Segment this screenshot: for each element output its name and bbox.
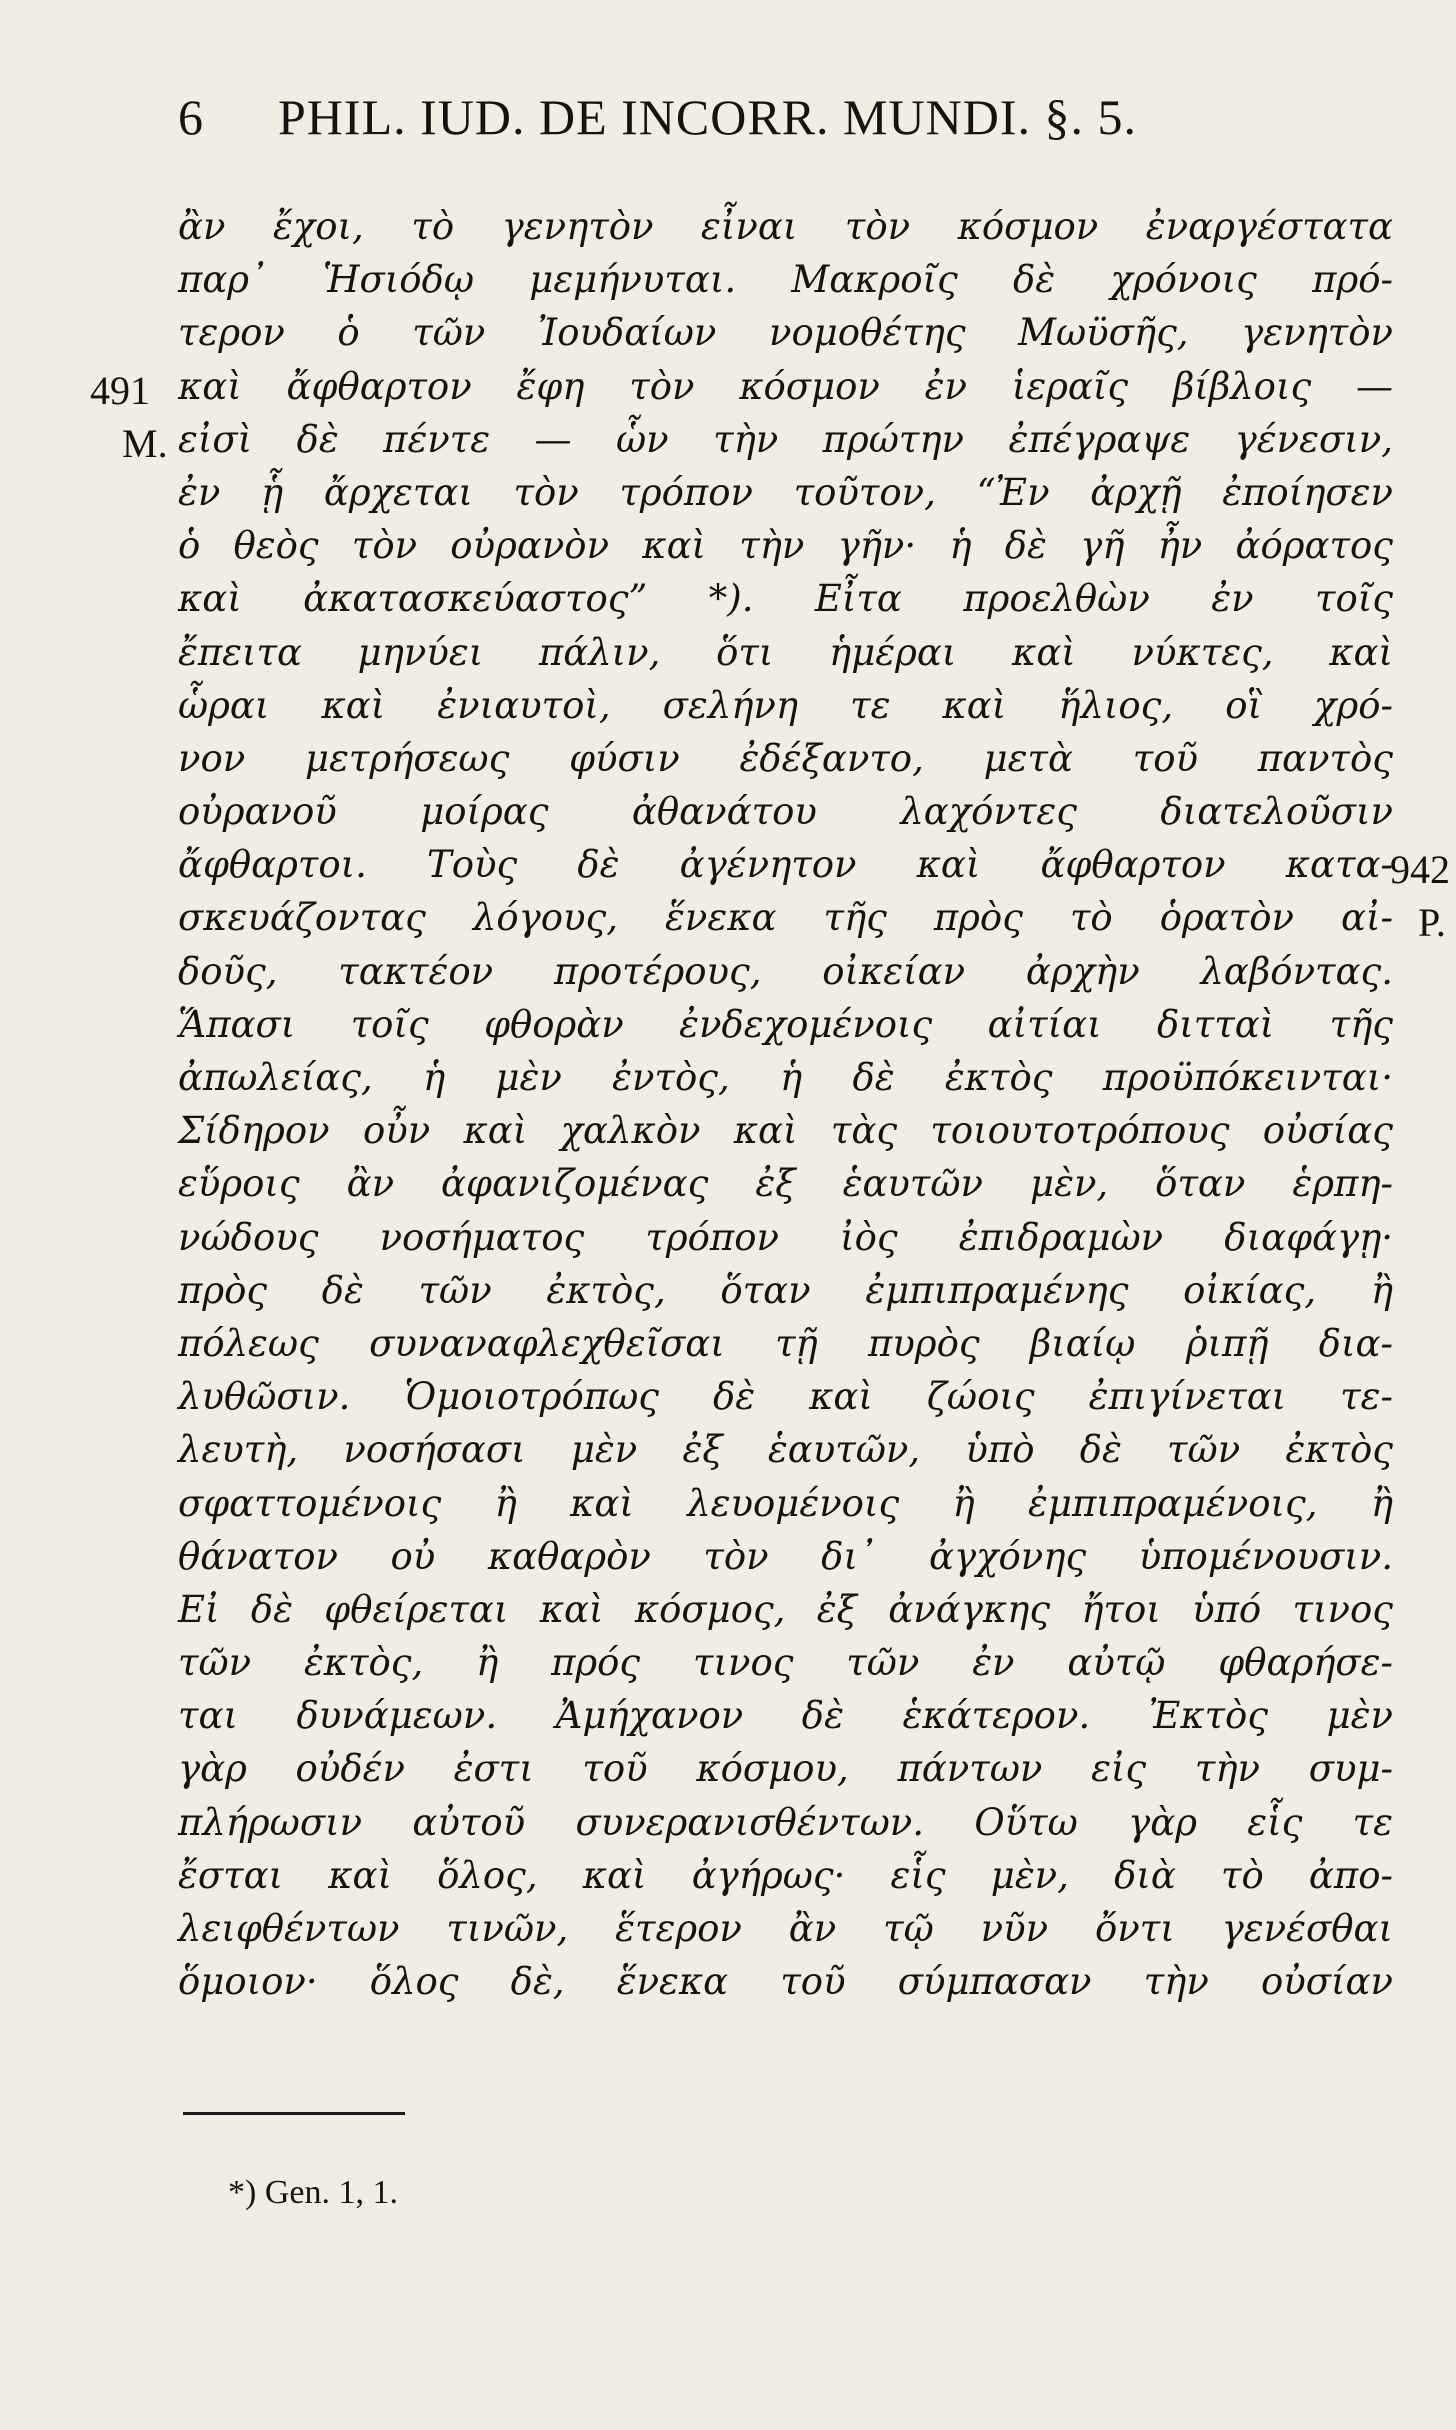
text-line: πόλεως συναναφλεχθεῖσαι τῇ πυρὸς βιαίῳ ῥιπῇ δια- <box>178 1321 1393 1365</box>
text-line: ἄφθαρτοι. Τοὺς δὲ ἀγένητον καὶ ἄφθαρτον κατα- <box>178 843 1393 887</box>
text-line: γὰρ οὐδέν ἐστι τοῦ κόσμου, πάντων εἰς τὴν συμ- <box>178 1747 1393 1791</box>
text-line: εὕροις ἂν ἀφανιζομένας ἐξ ἑαυτῶν μὲν, ὅταν ἑρπη- <box>178 1162 1393 1206</box>
running-head: PHIL. IUD. DE INCORR. MUNDI. §. 5. <box>278 89 1137 145</box>
text-line: καὶ ἀκατασκεύαστος” *). Εἶτα προελθὼν ἐν τοῖς <box>178 577 1393 621</box>
text-line: Εἰ δὲ φθείρεται καὶ κόσμος, ἐξ ἀνάγκης ἤτοι ὑπό τινος <box>178 1587 1393 1631</box>
text-line: θάνατον οὐ καθαρὸν τὸν δι᾽ ἀγχόνης ὑπομένουσιν. <box>178 1534 1393 1578</box>
text-line: τῶν ἐκτὸς, ἢ πρός τινος τῶν ἐν αὐτῷ φθαρήσε- <box>178 1641 1393 1685</box>
text-line: καὶ ἄφθαρτον ἔφη τὸν κόσμον ἐν ἱεραῖς βίβλοις — <box>178 364 1393 408</box>
text-line: δοῦς, τακτέον προτέρους, οἰκείαν ἀρχὴν λαβόντας. <box>178 949 1393 993</box>
text-line: λευτὴ, νοσήσασι μὲν ἐξ ἑαυτῶν, ὑπὸ δὲ τῶν ἐκτὸς <box>178 1428 1393 1472</box>
text-line: πρὸς δὲ τῶν ἐκτὸς, ὅταν ἐμπιπραμένης οἰκίας, ἢ <box>178 1268 1393 1312</box>
text-line: τερον ὁ τῶν Ἰουδαίων νομοθέτης Μωϋσῆς, γενητὸν <box>178 311 1393 355</box>
text-line: εἰσὶ δὲ πέντε — ὧν τὴν πρώτην ἐπέγραψε γένεσιν, <box>178 417 1393 461</box>
text-line: πλήρωσιν αὐτοῦ συνερανισθέντων. Οὕτω γὰρ εἷς τε <box>178 1800 1393 1844</box>
text-line: ὁ θεὸς τὸν οὐρανὸν καὶ τὴν γῆν· ἡ δὲ γῆ ἦν ἀόρατος <box>178 524 1393 568</box>
footnote-divider <box>183 2112 405 2115</box>
text-line: σκευάζοντας λόγους, ἕνεκα τῆς πρὸς τὸ ὁρατὸν αἰ- <box>178 896 1393 940</box>
text-line: λειφθέντων τινῶν, ἕτερον ἂν τῷ νῦν ὄντι γενέσθαι <box>178 1907 1393 1950</box>
text-line: ἀπωλείας, ἡ μὲν ἐντὸς, ἡ δὲ ἐκτὸς προϋπόκεινται· <box>178 1056 1393 1099</box>
text-line: ται δυνάμεων. Ἀμήχανον δὲ ἑκάτερον. Ἐκτὸς μὲν <box>178 1694 1393 1738</box>
main-text-block <box>178 200 1393 2008</box>
text-line: ἂν ἔχοι, τὸ γενητὸν εἶναι τὸν κόσμον ἐναργέστατα <box>178 205 1393 248</box>
margin-letter-left-m: M. <box>122 421 168 466</box>
text-line: ἔπειτα μηνύει πάλιν, ὅτι ἡμέραι καὶ νύκτες, καὶ <box>178 630 1393 674</box>
text-line: σφαττομένοις ἢ καὶ λευομένοις ἢ ἐμπιπραμένοις, ἢ <box>178 1481 1393 1525</box>
text-line: ὅμοιον· ὅλος δὲ, ἕνεκα τοῦ σύμπασαν τὴν οὐσίαν <box>178 1960 1393 2004</box>
text-line: Ἅπασι τοῖς φθορὰν ἐνδεχομένοις αἰτίαι διτταὶ τῆς <box>178 1002 1393 1046</box>
text-line: νώδους νοσήματος τρόπον ἰὸς ἐπιδραμὼν διαφάγῃ· <box>178 1215 1393 1259</box>
page-number: 6 <box>178 89 204 145</box>
page-header <box>178 88 1278 158</box>
text-line: Σίδηρον οὖν καὶ χαλκὸν καὶ τὰς τοιουτοτρόπους οὐσίας <box>178 1109 1393 1153</box>
footnote: *) Gen. 1, 1. <box>228 2174 398 2211</box>
margin-letter-right-p: P. <box>1418 900 1446 945</box>
text-line: λυθῶσιν. Ὁμοιοτρόπως δὲ καὶ ζώοις ἐπιγίνεται τε- <box>178 1375 1393 1419</box>
text-line: παρ᾽ Ἡσιόδῳ μεμήνυται. Μακροῖς δὲ χρόνοις πρό- <box>178 258 1393 302</box>
text-line: ἔσται καὶ ὅλος, καὶ ἀγήρως· εἷς μὲν, διὰ τὸ ἀπο- <box>178 1853 1393 1897</box>
text-line: ἐν ᾗ ἄρχεται τὸν τρόπον τοῦτον, “Ἐν ἀρχῇ ἐποίησεν <box>178 470 1393 514</box>
margin-number-right-942: 942 <box>1390 847 1450 892</box>
text-line: νον μετρήσεως φύσιν ἐδέξαντο, μετὰ τοῦ παντὸς <box>178 736 1393 780</box>
margin-number-left-491: 491 <box>90 368 150 413</box>
text-line: οὐρανοῦ μοίρας ἀθανάτου λαχόντες διατελοῦσιν <box>178 790 1393 834</box>
text-line: ὧραι καὶ ἐνιαυτοὶ, σελήνη τε καὶ ἥλιος, οἳ χρό- <box>178 683 1393 727</box>
